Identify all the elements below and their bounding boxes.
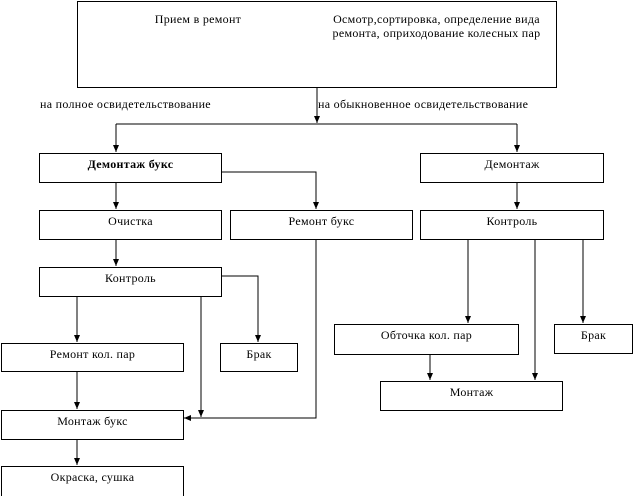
control-right-text: Контроль [486,214,538,228]
to-axlebox-repair-arrow [221,172,316,209]
mounting-text: Монтаж [449,385,494,399]
ordinary-inspection-label: на обыкновенное освидетельствование [318,97,529,111]
reception-text: Прием в ремонт [154,12,242,26]
cleaning-box [39,210,222,240]
inspection-text: Осмотр,сортировка, определение вида ремонта, оприходование колесных пар [332,12,541,40]
full-inspection-label: на полное освидетельствование [40,97,211,111]
painting-drying-box [1,466,184,496]
inspection-box [317,1,557,88]
painting-drying-text: Окраска, сушка [50,470,135,484]
axlebox-repair-to-mounting-arrow [184,239,316,418]
wheelset-repair-box [1,343,184,372]
dismantle-axleboxes-box [39,153,222,183]
reception-box [77,1,318,88]
control-right-box [420,210,604,240]
wheelset-turning-text: Обточка кол. пар [380,328,473,342]
wheelset-turning-box [334,324,519,355]
mounting-box [380,381,563,411]
reject-right-text: Брак [580,328,607,342]
axlebox-mounting-text: Монтаж букс [57,414,128,428]
wheelset-repair-text: Ремонт кол. пар [49,347,136,361]
axlebox-mounting-box [1,410,184,440]
axlebox-repair-text: Ремонт букс [288,214,355,228]
cleaning-text: Очистка [108,214,153,228]
control-left-box [39,267,222,297]
axlebox-repair-box [230,210,413,240]
to-reject-left-arrow [221,276,258,342]
reject-right-box [554,324,633,354]
reject-left-text: Брак [246,347,272,361]
dismantle-box [420,153,604,183]
control-left-text: Контроль [105,271,156,285]
dismantle-text: Демонтаж [484,157,540,171]
reject-left-box [220,343,298,372]
dismantle-axleboxes-text: Демонтаж букс [87,157,174,171]
